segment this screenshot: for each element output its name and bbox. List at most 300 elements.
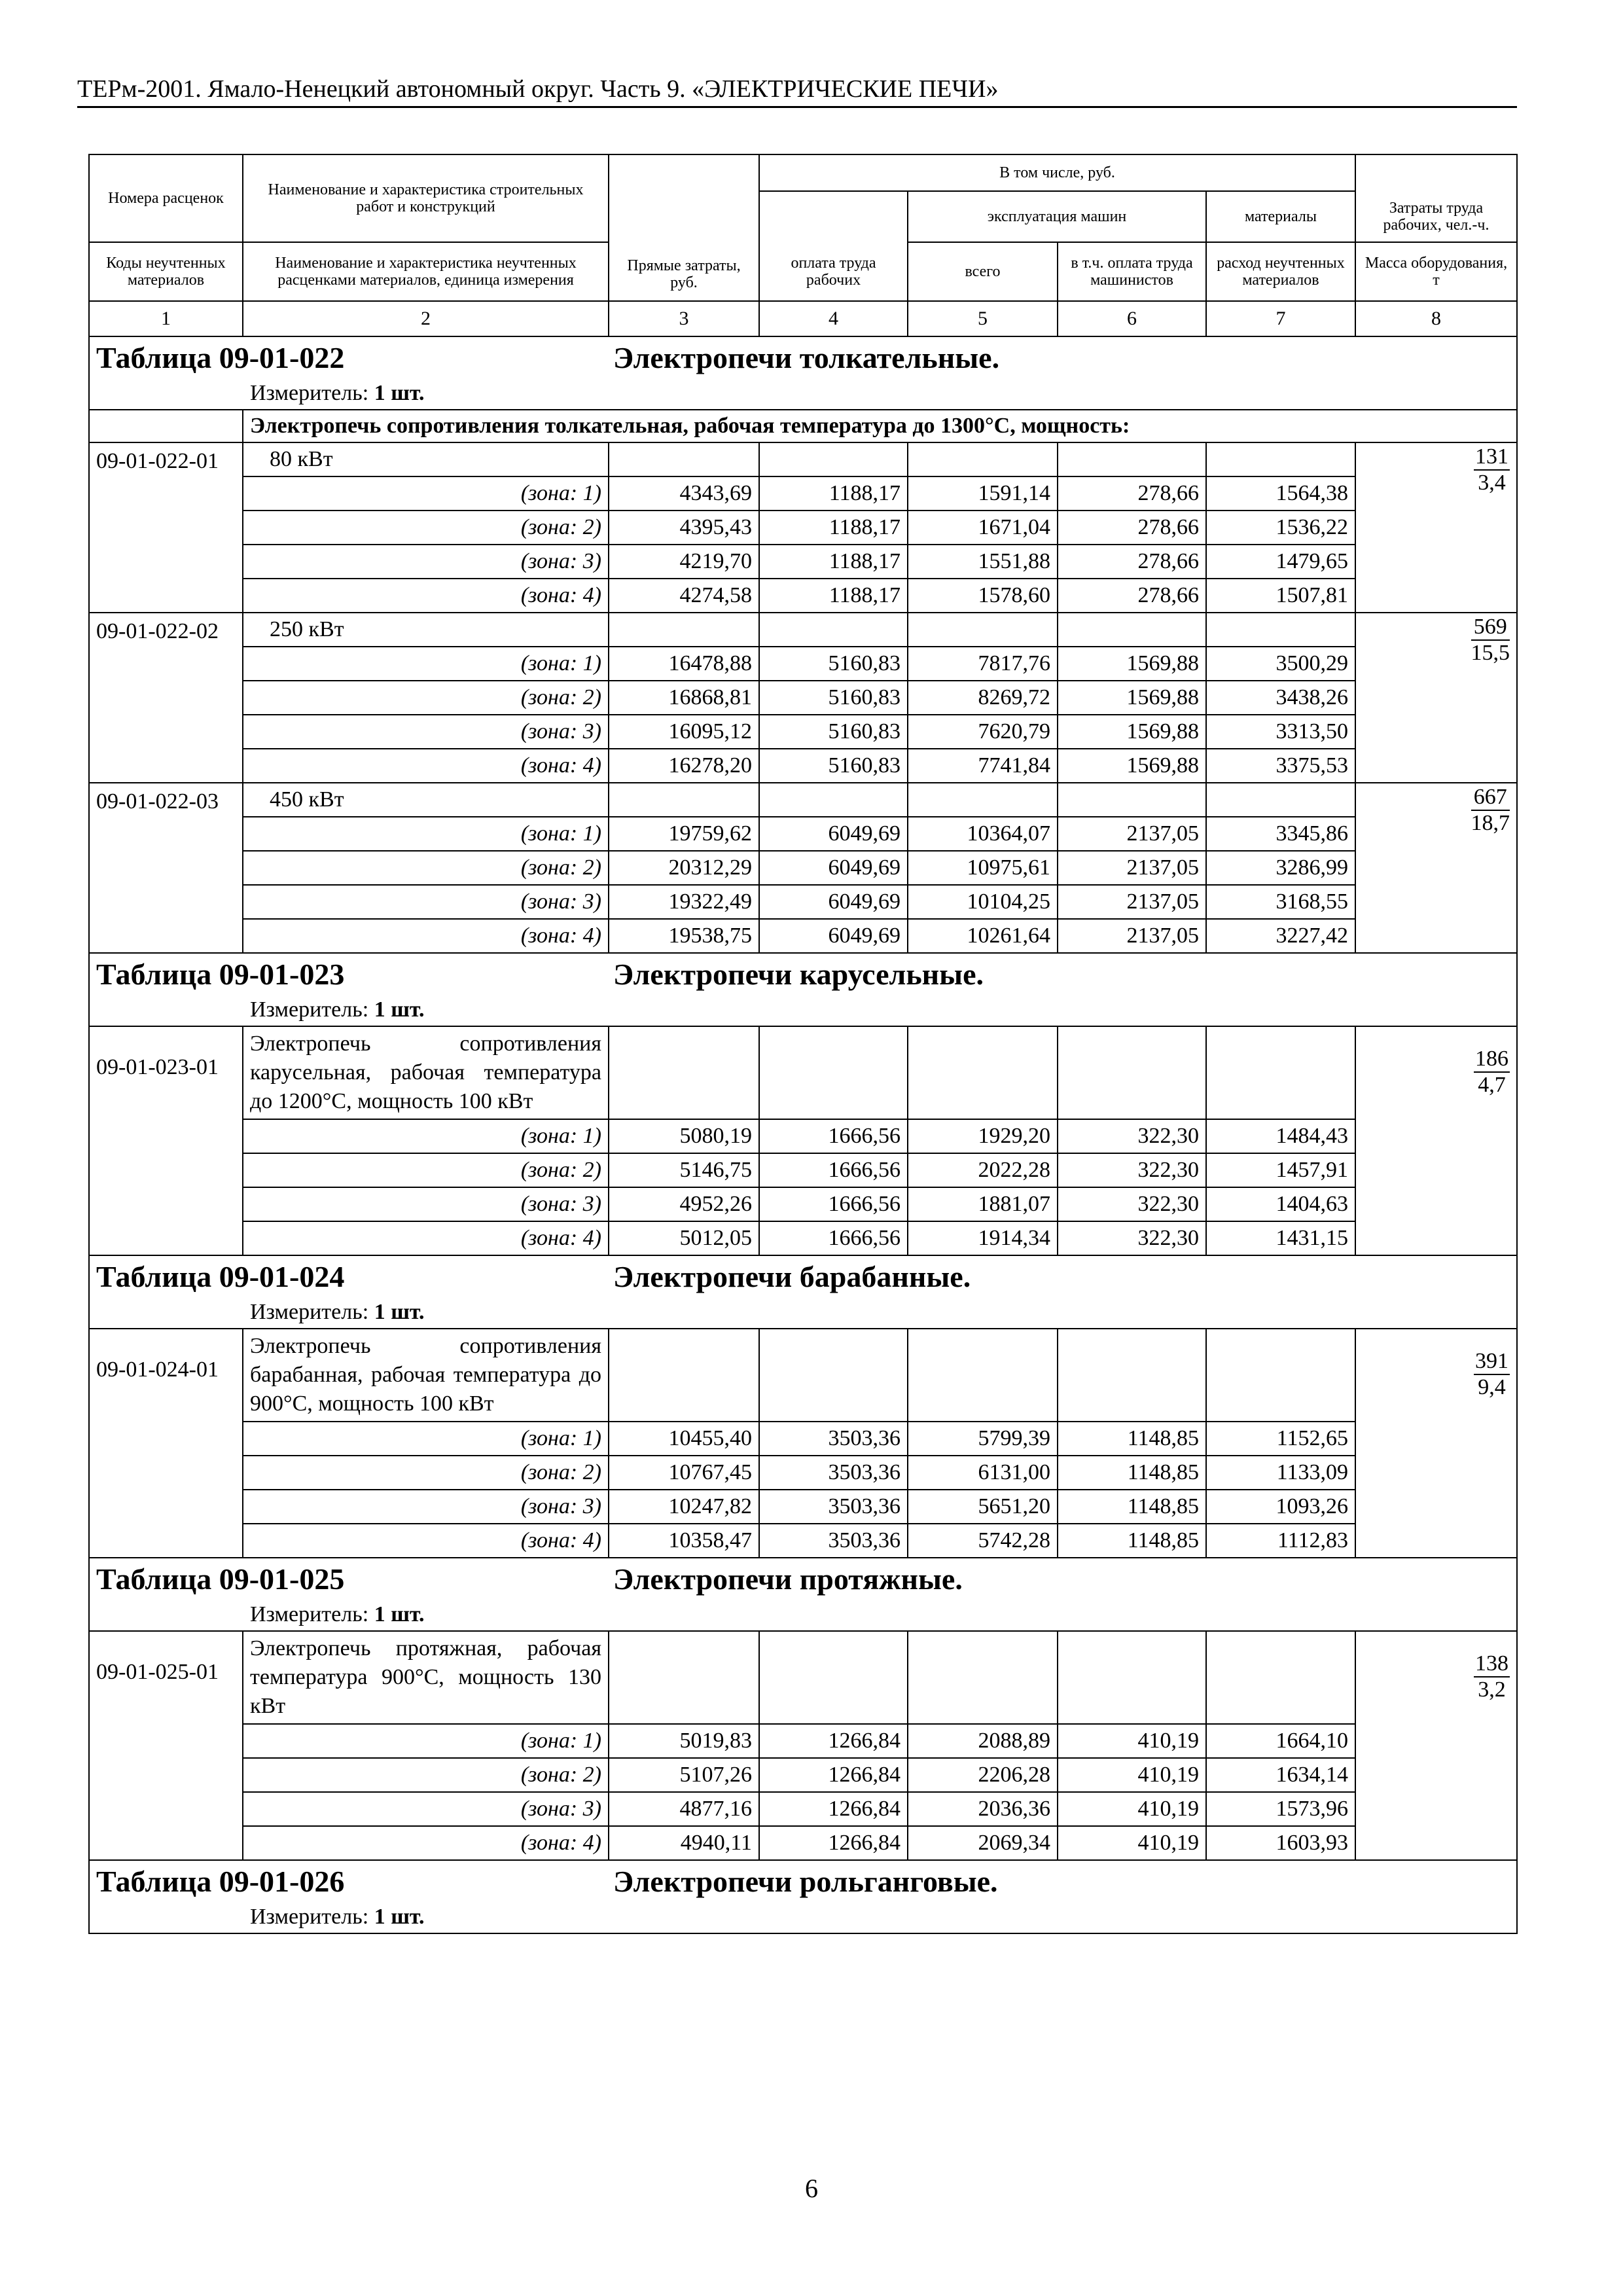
empty-cell: [759, 783, 908, 817]
labor-value: 569: [1471, 615, 1510, 641]
zone-label: (зона: 4): [243, 919, 609, 953]
empty-cell: [759, 613, 908, 647]
materials-cost: 3227,42: [1206, 919, 1355, 953]
zone-label: (зона: 2): [243, 851, 609, 885]
zone-label: (зона: 1): [243, 476, 609, 511]
rate-description: 250 кВт: [243, 613, 609, 647]
zone-label: (зона: 2): [243, 1758, 609, 1792]
materials-cost: 3345,86: [1206, 817, 1355, 851]
zone-label: (зона: 2): [243, 1456, 609, 1490]
worker-wage: 3503,36: [759, 1422, 908, 1456]
zone-label: (зона: 1): [243, 1724, 609, 1758]
direct-cost: 5012,05: [609, 1221, 759, 1255]
header-rule: [77, 106, 1517, 108]
worker-wage: 5160,83: [759, 681, 908, 715]
table-title-cell: [89, 1558, 1517, 1599]
zone-label: (зона: 3): [243, 1490, 609, 1524]
zone-row: [89, 1724, 1517, 1758]
empty-cell: [908, 442, 1058, 476]
direct-cost: 10247,82: [609, 1490, 759, 1524]
table-title-row: [89, 1860, 1517, 1901]
table-title-cell: [89, 1860, 1517, 1901]
col4-header-spacer: [759, 191, 908, 242]
worker-wage: 1188,17: [759, 476, 908, 511]
empty-cell: [1206, 1631, 1355, 1724]
table-row: [89, 1631, 1517, 1724]
direct-cost: 16478,88: [609, 647, 759, 681]
table-row: [89, 1329, 1517, 1422]
col1-header-top: Номера расценок: [89, 154, 243, 242]
worker-wage: 6049,69: [759, 851, 908, 885]
zone-label: (зона: 1): [243, 1422, 609, 1456]
direct-cost: 10455,40: [609, 1422, 759, 1456]
machine-cost: 1671,04: [908, 511, 1058, 545]
direct-cost: 5080,19: [609, 1119, 759, 1153]
empty-cell: [1058, 1026, 1206, 1119]
machine-cost: 5651,20: [908, 1490, 1058, 1524]
zone-label: (зона: 4): [243, 1221, 609, 1255]
table-title-cell: [89, 336, 1517, 378]
machine-cost: 7817,76: [908, 647, 1058, 681]
zone-label: (зона: 3): [243, 545, 609, 579]
machine-cost: 5742,28: [908, 1524, 1058, 1558]
zone-label: (зона: 2): [243, 681, 609, 715]
materials-cost: 1603,93: [1206, 1826, 1355, 1860]
direct-cost: 5107,26: [609, 1758, 759, 1792]
materials-cost: 1564,38: [1206, 476, 1355, 511]
zone-row: [89, 715, 1517, 749]
empty-cell: [1206, 442, 1355, 476]
machinist-wage: 1569,88: [1058, 647, 1206, 681]
worker-wage: 1266,84: [759, 1758, 908, 1792]
labor-mass-fraction: [1474, 1651, 1510, 1702]
materials-cost: 3168,55: [1206, 885, 1355, 919]
empty-cell: [1058, 1631, 1206, 1724]
column-number: 6: [1058, 301, 1206, 336]
zone-label: (зона: 4): [243, 749, 609, 783]
worker-wage: 5160,83: [759, 715, 908, 749]
zone-label: (зона: 1): [243, 817, 609, 851]
machinist-wage: 1569,88: [1058, 681, 1206, 715]
machinist-wage: 2137,05: [1058, 851, 1206, 885]
materials-cost: 3438,26: [1206, 681, 1355, 715]
empty-cell: [759, 1026, 908, 1119]
worker-wage: 1666,56: [759, 1187, 908, 1221]
empty-cell: [908, 1026, 1058, 1119]
zone-row: [89, 1758, 1517, 1792]
column-number: 2: [243, 301, 609, 336]
table-row: [89, 613, 1517, 647]
empty-cell: [1058, 613, 1206, 647]
direct-cost: 19322,49: [609, 885, 759, 919]
table-title-row: [89, 336, 1517, 378]
materials-cost: 1152,65: [1206, 1422, 1355, 1456]
table-title: Таблица 09-01-025: [96, 1562, 345, 1596]
empty-cell: [908, 1631, 1058, 1724]
zone-row: [89, 1119, 1517, 1153]
materials-cost: 1573,96: [1206, 1792, 1355, 1826]
table-name: Электропечи протяжные.: [613, 1562, 963, 1596]
column-number: 7: [1206, 301, 1355, 336]
machine-cost: 1551,88: [908, 545, 1058, 579]
zone-label: (зона: 3): [243, 885, 609, 919]
machine-cost: 2206,28: [908, 1758, 1058, 1792]
machine-cost: 8269,72: [908, 681, 1058, 715]
direct-cost: 5146,75: [609, 1153, 759, 1187]
machine-cost: 10364,07: [908, 817, 1058, 851]
zone-row: [89, 749, 1517, 783]
materials-cost: 1507,81: [1206, 579, 1355, 613]
zone-row: [89, 476, 1517, 511]
worker-wage: 1666,56: [759, 1119, 908, 1153]
worker-wage: 1188,17: [759, 579, 908, 613]
subtitle-row: [89, 410, 1517, 442]
zone-row: [89, 579, 1517, 613]
rate-code: 09-01-024-01: [89, 1329, 243, 1558]
col6-header: в т.ч. оплата труда машинистов: [1058, 242, 1206, 301]
machine-cost: 1914,34: [908, 1221, 1058, 1255]
header-row-3: [89, 242, 1517, 301]
meter-cell: [89, 1901, 1517, 1933]
rate-description: Электропечь протяжная, рабочая температура 900°С, мощность 130 кВт: [243, 1631, 609, 1724]
machine-cost: 7620,79: [908, 715, 1058, 749]
meter-value: 1 шт.: [374, 1300, 425, 1324]
page-header: ТЕРм-2001. Ямало-Ненецкий автономный округ. Часть 9. «ЭЛЕКТРИЧЕСКИЕ ПЕЧИ»: [77, 75, 999, 103]
zone-row: [89, 1456, 1517, 1490]
machinist-wage: 1148,85: [1058, 1422, 1206, 1456]
worker-wage: 5160,83: [759, 749, 908, 783]
col8-header-spacer: [1355, 154, 1517, 191]
zone-row: [89, 1187, 1517, 1221]
zone-row: [89, 1490, 1517, 1524]
empty-cell: [1206, 783, 1355, 817]
empty-cell: [759, 1329, 908, 1422]
machine-cost: 10261,64: [908, 919, 1058, 953]
mass-value: 3,4: [1478, 471, 1506, 495]
table-title-row: [89, 1255, 1517, 1297]
table-row: [89, 442, 1517, 476]
col7-header-top: материалы: [1206, 191, 1355, 242]
machine-cost: 6131,00: [908, 1456, 1058, 1490]
machinist-wage: 278,66: [1058, 511, 1206, 545]
col4-header: оплата труда рабочих: [759, 242, 908, 301]
zone-label: (зона: 3): [243, 1187, 609, 1221]
table-name: Электропечи толкательные.: [613, 340, 1000, 374]
direct-cost: 16868,81: [609, 681, 759, 715]
price-table: [88, 154, 1518, 1934]
direct-cost: 19759,62: [609, 817, 759, 851]
materials-cost: 3500,29: [1206, 647, 1355, 681]
column-number: 3: [609, 301, 759, 336]
empty-cell: [1206, 1026, 1355, 1119]
labor-value: 186: [1474, 1047, 1510, 1073]
empty-cell: [759, 1631, 908, 1724]
meter-cell: [89, 378, 1517, 410]
machinist-wage: 322,30: [1058, 1221, 1206, 1255]
worker-wage: 3503,36: [759, 1490, 908, 1524]
col2-header-bottom: Наименование и характеристика неучтенных расценками материалов, единица измерения: [243, 242, 609, 301]
table-title-cell: [89, 1255, 1517, 1297]
meter-cell: [89, 994, 1517, 1026]
table-row: [89, 1026, 1517, 1119]
empty-cell: [609, 1631, 759, 1724]
meter-value: 1 шт.: [374, 997, 425, 1022]
rate-code: 09-01-022-02: [89, 613, 243, 783]
table-name: Электропечи барабанные.: [613, 1259, 971, 1293]
meter-cell: [89, 1297, 1517, 1329]
column-number: 4: [759, 301, 908, 336]
machinist-wage: 2137,05: [1058, 817, 1206, 851]
machine-cost: 1929,20: [908, 1119, 1058, 1153]
machinist-wage: 1148,85: [1058, 1524, 1206, 1558]
price-table-container: [88, 154, 1516, 1934]
col5-header: всего: [908, 242, 1058, 301]
zone-row: [89, 681, 1517, 715]
empty-cell: [609, 442, 759, 476]
materials-cost: 1664,10: [1206, 1724, 1355, 1758]
machine-cost: 10104,25: [908, 885, 1058, 919]
column-number: 8: [1355, 301, 1517, 336]
meter-label: Измеритель:: [250, 1602, 369, 1626]
machinist-wage: 1148,85: [1058, 1490, 1206, 1524]
machinist-wage: 322,30: [1058, 1187, 1206, 1221]
worker-wage: 1666,56: [759, 1221, 908, 1255]
empty-cell: [1206, 1329, 1355, 1422]
meter-row: [89, 378, 1517, 410]
meter-value: 1 шт.: [374, 1602, 425, 1626]
rate-code: 09-01-023-01: [89, 1026, 243, 1255]
meter-row: [89, 994, 1517, 1026]
zone-row: [89, 545, 1517, 579]
worker-wage: 1266,84: [759, 1724, 908, 1758]
labor-mass-cell: [1355, 1329, 1517, 1558]
meter-row: [89, 1599, 1517, 1631]
machinist-wage: 2137,05: [1058, 885, 1206, 919]
mass-value: 9,4: [1478, 1375, 1506, 1399]
labor-mass-fraction: [1474, 1349, 1510, 1400]
materials-cost: 1093,26: [1206, 1490, 1355, 1524]
direct-cost: 4219,70: [609, 545, 759, 579]
machine-cost: 1578,60: [908, 579, 1058, 613]
empty-cell: [1206, 613, 1355, 647]
empty-cell: [908, 1329, 1058, 1422]
subtitle-cell: Электропечь сопротивления толкательная, рабочая температура до 1300°С, мощность:: [243, 410, 1517, 442]
zone-label: (зона: 2): [243, 511, 609, 545]
direct-cost: 4395,43: [609, 511, 759, 545]
column-number: 1: [89, 301, 243, 336]
direct-cost: 4877,16: [609, 1792, 759, 1826]
direct-cost: 20312,29: [609, 851, 759, 885]
zone-row: [89, 1792, 1517, 1826]
zone-row: [89, 851, 1517, 885]
materials-cost: 1484,43: [1206, 1119, 1355, 1153]
col8-header-bottom: Масса оборудования, т: [1355, 242, 1517, 301]
materials-cost: 1457,91: [1206, 1153, 1355, 1187]
rate-description: 450 кВт: [243, 783, 609, 817]
meter-value: 1 шт.: [374, 1905, 425, 1929]
materials-cost: 3313,50: [1206, 715, 1355, 749]
labor-mass-fraction: [1474, 444, 1510, 495]
zone-row: [89, 1221, 1517, 1255]
machinist-wage: 278,66: [1058, 476, 1206, 511]
direct-cost: 10358,47: [609, 1524, 759, 1558]
zone-row: [89, 1422, 1517, 1456]
machine-cost: 2069,34: [908, 1826, 1058, 1860]
worker-wage: 6049,69: [759, 885, 908, 919]
rate-description: 80 кВт: [243, 442, 609, 476]
zone-row: [89, 511, 1517, 545]
empty-cell: [609, 1026, 759, 1119]
col1-header-bottom: Коды неучтенных материалов: [89, 242, 243, 301]
direct-cost: 16095,12: [609, 715, 759, 749]
rate-description: Электропечь сопротивления барабанная, рабочая температура до 900°С, мощность 100 кВт: [243, 1329, 609, 1422]
table-name: Электропечи рольганговые.: [613, 1864, 998, 1898]
rate-code: 09-01-022-01: [89, 442, 243, 613]
group-header: В том числе, руб.: [759, 154, 1355, 191]
zone-label: (зона: 1): [243, 647, 609, 681]
labor-value: 138: [1474, 1651, 1510, 1677]
table-title: Таблица 09-01-026: [96, 1864, 345, 1898]
zone-row: [89, 1153, 1517, 1187]
header-row-1: [89, 154, 1517, 191]
empty-cell: [908, 613, 1058, 647]
materials-cost: 1479,65: [1206, 545, 1355, 579]
empty-cell: [609, 783, 759, 817]
worker-wage: 1188,17: [759, 545, 908, 579]
zone-label: (зона: 4): [243, 1826, 609, 1860]
materials-cost: 3375,53: [1206, 749, 1355, 783]
machine-cost: 1881,07: [908, 1187, 1058, 1221]
zone-label: (зона: 3): [243, 1792, 609, 1826]
machinist-wage: 410,19: [1058, 1826, 1206, 1860]
direct-cost: 19538,75: [609, 919, 759, 953]
labor-mass-fraction: [1474, 1047, 1510, 1098]
machine-cost: 10975,61: [908, 851, 1058, 885]
zone-row: [89, 919, 1517, 953]
col3-header: Прямые затраты, руб.: [609, 154, 759, 301]
col8-header-top: Затраты труда рабочих, чел.-ч.: [1355, 191, 1517, 242]
table-title-cell: [89, 953, 1517, 994]
labor-mass-cell: [1355, 1026, 1517, 1255]
page-number: 6: [805, 2174, 818, 2203]
labor-mass-cell: [1355, 783, 1517, 953]
mass-value: 3,2: [1478, 1677, 1506, 1702]
machinist-wage: 278,66: [1058, 579, 1206, 613]
empty-cell: [609, 613, 759, 647]
column-number: 5: [908, 301, 1058, 336]
machine-cost: 5799,39: [908, 1422, 1058, 1456]
machinist-wage: 410,19: [1058, 1758, 1206, 1792]
meter-label: Измеритель:: [250, 1300, 369, 1324]
machinist-wage: 2137,05: [1058, 919, 1206, 953]
machinist-wage: 410,19: [1058, 1724, 1206, 1758]
zone-label: (зона: 2): [243, 1153, 609, 1187]
machines-header: эксплуатация машин: [908, 191, 1206, 242]
zone-row: [89, 1524, 1517, 1558]
worker-wage: 3503,36: [759, 1456, 908, 1490]
machinist-wage: 278,66: [1058, 545, 1206, 579]
col7-header-bottom: расход неучтенных материалов: [1206, 242, 1355, 301]
direct-cost: 4940,11: [609, 1826, 759, 1860]
meter-value: 1 шт.: [374, 381, 425, 405]
machinist-wage: 322,30: [1058, 1153, 1206, 1187]
labor-value: 391: [1474, 1349, 1510, 1375]
meter-row: [89, 1901, 1517, 1933]
machinist-wage: 1148,85: [1058, 1456, 1206, 1490]
table-title: Таблица 09-01-022: [96, 340, 345, 374]
materials-cost: 1536,22: [1206, 511, 1355, 545]
labor-value: 667: [1471, 785, 1510, 811]
materials-cost: 1112,83: [1206, 1524, 1355, 1558]
machinist-wage: 1569,88: [1058, 749, 1206, 783]
machinist-wage: 410,19: [1058, 1792, 1206, 1826]
materials-cost: 1404,63: [1206, 1187, 1355, 1221]
mass-value: 15,5: [1471, 641, 1510, 665]
labor-mass-fraction: [1471, 785, 1510, 836]
direct-cost: 4274,58: [609, 579, 759, 613]
empty-cell: [759, 442, 908, 476]
meter-label: Измеритель:: [250, 997, 369, 1022]
zone-row: [89, 817, 1517, 851]
materials-cost: 1431,15: [1206, 1221, 1355, 1255]
table-row: [89, 783, 1517, 817]
machine-cost: 2088,89: [908, 1724, 1058, 1758]
direct-cost: 4343,69: [609, 476, 759, 511]
labor-mass-cell: [1355, 613, 1517, 783]
machine-cost: 2022,28: [908, 1153, 1058, 1187]
table-title-row: [89, 953, 1517, 994]
meter-cell: [89, 1599, 1517, 1631]
materials-cost: 3286,99: [1206, 851, 1355, 885]
machine-cost: 1591,14: [908, 476, 1058, 511]
zone-row: [89, 885, 1517, 919]
materials-cost: 1133,09: [1206, 1456, 1355, 1490]
zone-row: [89, 1826, 1517, 1860]
zone-label: (зона: 1): [243, 1119, 609, 1153]
meter-row: [89, 1297, 1517, 1329]
materials-cost: 1634,14: [1206, 1758, 1355, 1792]
empty-cell: [1058, 783, 1206, 817]
machinist-wage: 322,30: [1058, 1119, 1206, 1153]
table-title: Таблица 09-01-024: [96, 1259, 345, 1293]
meter-label: Измеритель:: [250, 1905, 369, 1929]
meter-label: Измеритель:: [250, 381, 369, 405]
direct-cost: 16278,20: [609, 749, 759, 783]
worker-wage: 1266,84: [759, 1826, 908, 1860]
direct-cost: 4952,26: [609, 1187, 759, 1221]
rate-code: 09-01-025-01: [89, 1631, 243, 1860]
zone-label: (зона: 4): [243, 1524, 609, 1558]
mass-value: 18,7: [1471, 811, 1510, 835]
worker-wage: 1666,56: [759, 1153, 908, 1187]
machine-cost: 2036,36: [908, 1792, 1058, 1826]
rate-code: 09-01-022-03: [89, 783, 243, 953]
labor-mass-cell: [1355, 1631, 1517, 1860]
worker-wage: 1188,17: [759, 511, 908, 545]
worker-wage: 3503,36: [759, 1524, 908, 1558]
labor-mass-cell: [1355, 442, 1517, 613]
machine-cost: 7741,84: [908, 749, 1058, 783]
machinist-wage: 1569,88: [1058, 715, 1206, 749]
column-numbers-row: [89, 301, 1517, 336]
worker-wage: 6049,69: [759, 817, 908, 851]
empty-cell: [1058, 1329, 1206, 1422]
rate-description: Электропечь сопротивления карусельная, рабочая температура до 1200°С, мощность 100 кВт: [243, 1026, 609, 1119]
zone-label: (зона: 4): [243, 579, 609, 613]
direct-cost: 10767,45: [609, 1456, 759, 1490]
mass-value: 4,7: [1478, 1073, 1506, 1097]
worker-wage: 6049,69: [759, 919, 908, 953]
